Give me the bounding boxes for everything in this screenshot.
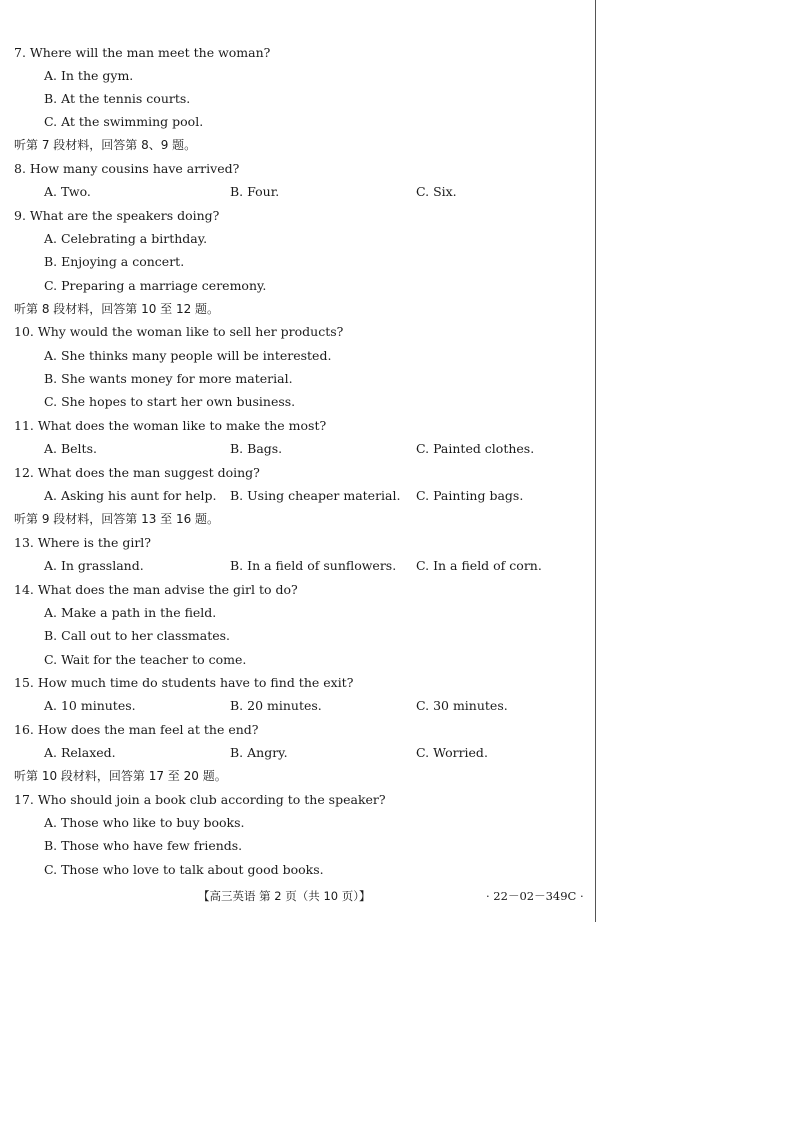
option-9c: C. Preparing a marriage ceremony. xyxy=(44,278,267,293)
options-row-12 xyxy=(44,485,794,507)
option-17c: C. Those who love to talk about good books. xyxy=(44,862,324,877)
option-14b: B. Call out to her classmates. xyxy=(44,628,231,643)
exam-code: · 22－02－349C · xyxy=(486,889,584,903)
section-header-7: 听第 7 段材料，回答第 8、9 题。 xyxy=(14,138,197,152)
option-7b: B. At the tennis courts. xyxy=(44,91,191,106)
option-13a: A. In grassland. xyxy=(44,558,144,573)
option-8a: A. Two. xyxy=(44,184,91,199)
question-13: 13. Where is the girl? xyxy=(14,535,151,550)
option-16c: C. Worried. xyxy=(416,745,488,760)
options-row-11 xyxy=(44,438,794,460)
option-11c: C. Painted clothes. xyxy=(416,441,535,456)
option-11b: B. Bags. xyxy=(230,441,283,456)
section-header-8: 听第 8 段材料，回答第 10 至 12 题。 xyxy=(14,302,220,316)
option-11a: A. Belts. xyxy=(44,441,97,456)
options-row-15 xyxy=(44,695,794,717)
question-12: 12. What does the man suggest doing? xyxy=(14,465,260,480)
question-7: 7. Where will the man meet the woman? xyxy=(14,45,271,60)
options-row-16 xyxy=(44,742,794,764)
option-9a: A. Celebrating a birthday. xyxy=(44,231,208,246)
option-15c: C. 30 minutes. xyxy=(416,698,508,713)
options-row-8 xyxy=(44,181,794,203)
option-16b: B. Angry. xyxy=(230,745,288,760)
option-13b: B. In a field of sunflowers. xyxy=(230,558,397,573)
option-17a: A. Those who like to buy books. xyxy=(44,815,245,830)
option-10c: C. She hopes to start her own business. xyxy=(44,394,296,409)
option-16a: A. Relaxed. xyxy=(44,745,116,760)
option-15a: A. 10 minutes. xyxy=(44,698,136,713)
option-15b: B. 20 minutes. xyxy=(230,698,322,713)
option-7a: A. In the gym. xyxy=(44,68,134,83)
question-14: 14. What does the man advise the girl to do? xyxy=(14,582,298,597)
question-16: 16. How does the man feel at the end? xyxy=(14,722,259,737)
option-10a: A. She thinks many people will be interested. xyxy=(44,348,332,363)
question-15: 15. How much time do students have to find the exit? xyxy=(14,675,354,690)
question-8: 8. How many cousins have arrived? xyxy=(14,161,240,176)
option-12b: B. Using cheaper material. xyxy=(230,488,401,503)
section-header-9: 听第 9 段材料，回答第 13 至 16 题。 xyxy=(14,512,220,526)
option-14c: C. Wait for the teacher to come. xyxy=(44,652,247,667)
option-8c: C. Six. xyxy=(416,184,457,199)
section-header-10: 听第 10 段材料，回答第 17 至 20 题。 xyxy=(14,769,227,783)
option-14a: A. Make a path in the field. xyxy=(44,605,217,620)
option-7c: C. At the swimming pool. xyxy=(44,114,204,129)
option-10b: B. She wants money for more material. xyxy=(44,371,293,386)
option-17b: B. Those who have few friends. xyxy=(44,838,243,853)
page-divider xyxy=(595,0,596,922)
option-9b: B. Enjoying a concert. xyxy=(44,254,185,269)
question-17: 17. Who should join a book club according to the speaker? xyxy=(14,792,386,807)
option-13c: C. In a field of corn. xyxy=(416,558,542,573)
question-11: 11. What does the woman like to make the most? xyxy=(14,418,327,433)
option-12a: A. Asking his aunt for help. xyxy=(44,488,217,503)
option-12c: C. Painting bags. xyxy=(416,488,524,503)
option-8b: B. Four. xyxy=(230,184,280,199)
question-10: 10. Why would the woman like to sell her products? xyxy=(14,324,344,339)
page-footer-label: 【高三英语 第 2 页（共 10 页）】 xyxy=(198,889,371,903)
options-row-13 xyxy=(44,555,794,577)
question-9: 9. What are the speakers doing? xyxy=(14,208,220,223)
